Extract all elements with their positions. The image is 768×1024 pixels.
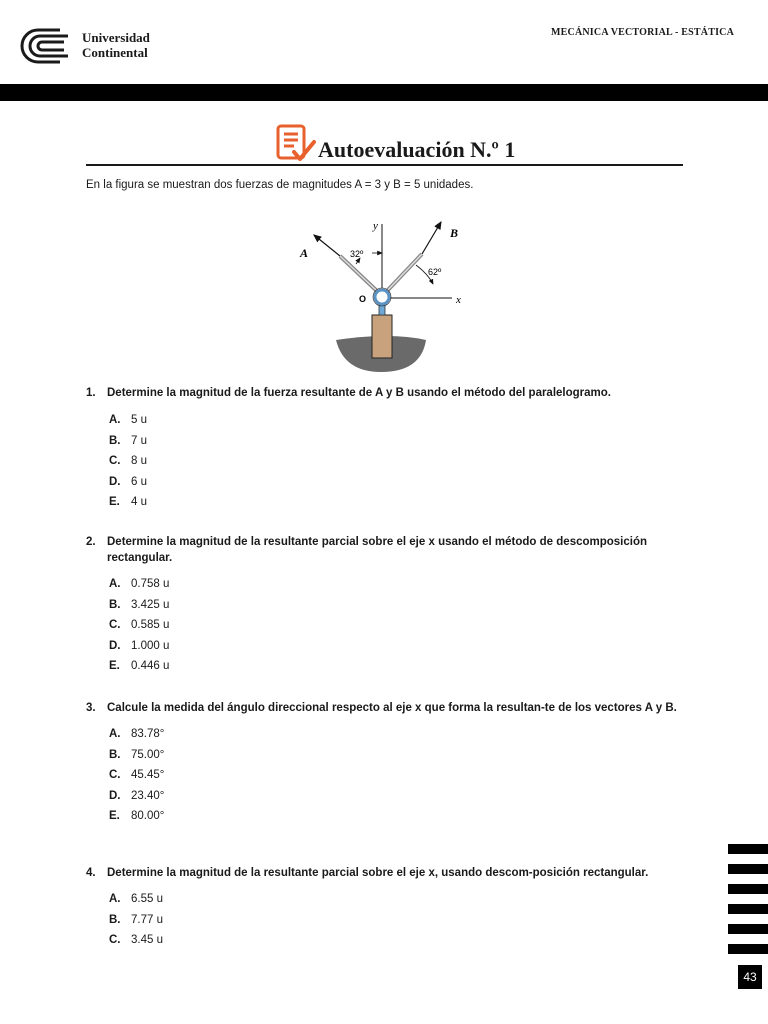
option-value: 0.446 u <box>131 660 170 673</box>
option-value: 1.000 u <box>131 639 170 652</box>
option-value: 5 u <box>131 414 147 426</box>
option-letter: E. <box>109 660 120 673</box>
university-name <box>82 30 150 60</box>
vector-b-arrow <box>422 222 441 254</box>
label-y: y <box>373 220 378 232</box>
option-value: 83.78° <box>131 728 165 740</box>
side-stripe <box>728 944 768 954</box>
option-value: 3.45 u <box>131 934 163 947</box>
question-text: Determine la magnitud de la fuerza resultante de A y B usando el método del paralelogramo. <box>107 387 611 399</box>
option-value: 0.585 u <box>131 619 170 632</box>
side-stripe <box>728 884 768 894</box>
checklist-icon <box>276 124 316 164</box>
label-o: O <box>359 294 367 304</box>
option-e[interactable] <box>86 659 686 680</box>
option-value: 7.77 u <box>131 913 163 926</box>
university-name-line2: Continental <box>82 45 148 60</box>
angle-label-b: 62º <box>428 267 442 277</box>
option-letter: D. <box>109 789 121 802</box>
option-value: 6 u <box>131 475 147 488</box>
option-value: 23.40° <box>131 789 165 802</box>
option-letter: C. <box>109 455 121 468</box>
option-letter: A. <box>109 414 121 426</box>
question-text: Determine la magnitud de la resultante parcial sobre el eje x, usando descom-posición rectangular. <box>107 867 649 879</box>
question-number: 4. <box>86 867 96 879</box>
question-number: 1. <box>86 387 96 399</box>
option-b[interactable] <box>86 913 686 934</box>
page-title: Autoevaluación N.º 1 <box>318 137 516 162</box>
option-value: 8 u <box>131 455 147 468</box>
option-value: 4 u <box>131 496 147 509</box>
option-letter: C. <box>109 769 121 782</box>
vector-a-arrow <box>314 235 340 256</box>
option-b[interactable] <box>86 434 686 455</box>
option-c[interactable] <box>86 618 686 639</box>
option-a[interactable] <box>86 413 686 434</box>
option-letter: E. <box>109 810 120 823</box>
intro-text: En la figura se muestran dos fuerzas de magnitudes A = 3 y B = 5 unidades. <box>86 179 474 191</box>
question-text: Calcule la medida del ángulo direccional respecto al eje x que forma la resultan-te de los vectores A y B. <box>107 702 677 714</box>
option-value: 3.425 u <box>131 598 170 611</box>
option-d[interactable] <box>86 475 686 496</box>
side-stripe <box>728 844 768 854</box>
option-e[interactable] <box>86 809 686 830</box>
option-letter: B. <box>109 913 121 926</box>
option-a[interactable] <box>86 892 686 913</box>
option-b[interactable] <box>86 748 686 769</box>
header-band <box>0 84 768 101</box>
question-number: 2. <box>86 536 96 548</box>
option-letter: B. <box>109 434 121 447</box>
label-x: x <box>456 294 461 306</box>
label-b: B <box>450 226 459 240</box>
side-stripe <box>728 864 768 874</box>
question-text: Determine la magnitud de la resultante parcial sobre el eje x usando el método de descomposición rectangular. <box>107 536 648 564</box>
option-a[interactable] <box>86 727 686 748</box>
option-letter: C. <box>109 619 121 632</box>
option-value: 0.758 u <box>131 578 170 590</box>
support-post <box>372 315 392 358</box>
option-letter: A. <box>109 893 121 905</box>
option-value: 6.55 u <box>131 893 163 905</box>
force-diagram <box>296 214 486 374</box>
question-4 <box>86 865 686 954</box>
university-name-line1: Universidad <box>82 30 150 45</box>
option-c[interactable] <box>86 933 686 954</box>
option-letter: B. <box>109 748 121 761</box>
title-divider <box>86 164 683 166</box>
option-d[interactable] <box>86 789 686 810</box>
question-1 <box>86 385 686 516</box>
angle-label-a: 32º <box>350 249 364 259</box>
option-letter: E. <box>109 496 120 509</box>
option-b[interactable] <box>86 598 686 619</box>
question-3 <box>86 700 686 830</box>
option-d[interactable] <box>86 639 686 660</box>
question-2 <box>86 534 686 680</box>
option-value: 75.00° <box>131 748 165 761</box>
option-e[interactable] <box>86 495 686 516</box>
option-c[interactable] <box>86 454 686 475</box>
university-logo-icon <box>20 26 74 66</box>
course-title: MECÁNICA VECTORIAL - ESTÁTICA <box>551 27 734 38</box>
option-letter: A. <box>109 728 121 740</box>
option-value: 45.45° <box>131 769 165 782</box>
option-value: 80.00° <box>131 810 165 823</box>
section-title <box>276 120 515 164</box>
option-a[interactable] <box>86 577 686 598</box>
side-stripe <box>728 924 768 934</box>
question-number: 3. <box>86 702 96 714</box>
side-stripe <box>728 904 768 914</box>
label-a: A <box>300 246 309 260</box>
option-letter: C. <box>109 934 121 947</box>
option-c[interactable] <box>86 768 686 789</box>
option-letter: A. <box>109 578 121 590</box>
option-letter: B. <box>109 598 121 611</box>
option-value: 7 u <box>131 434 147 447</box>
eye-ring <box>375 290 389 304</box>
page-number: 43 <box>738 965 762 989</box>
option-letter: D. <box>109 639 121 652</box>
option-letter: D. <box>109 475 121 488</box>
